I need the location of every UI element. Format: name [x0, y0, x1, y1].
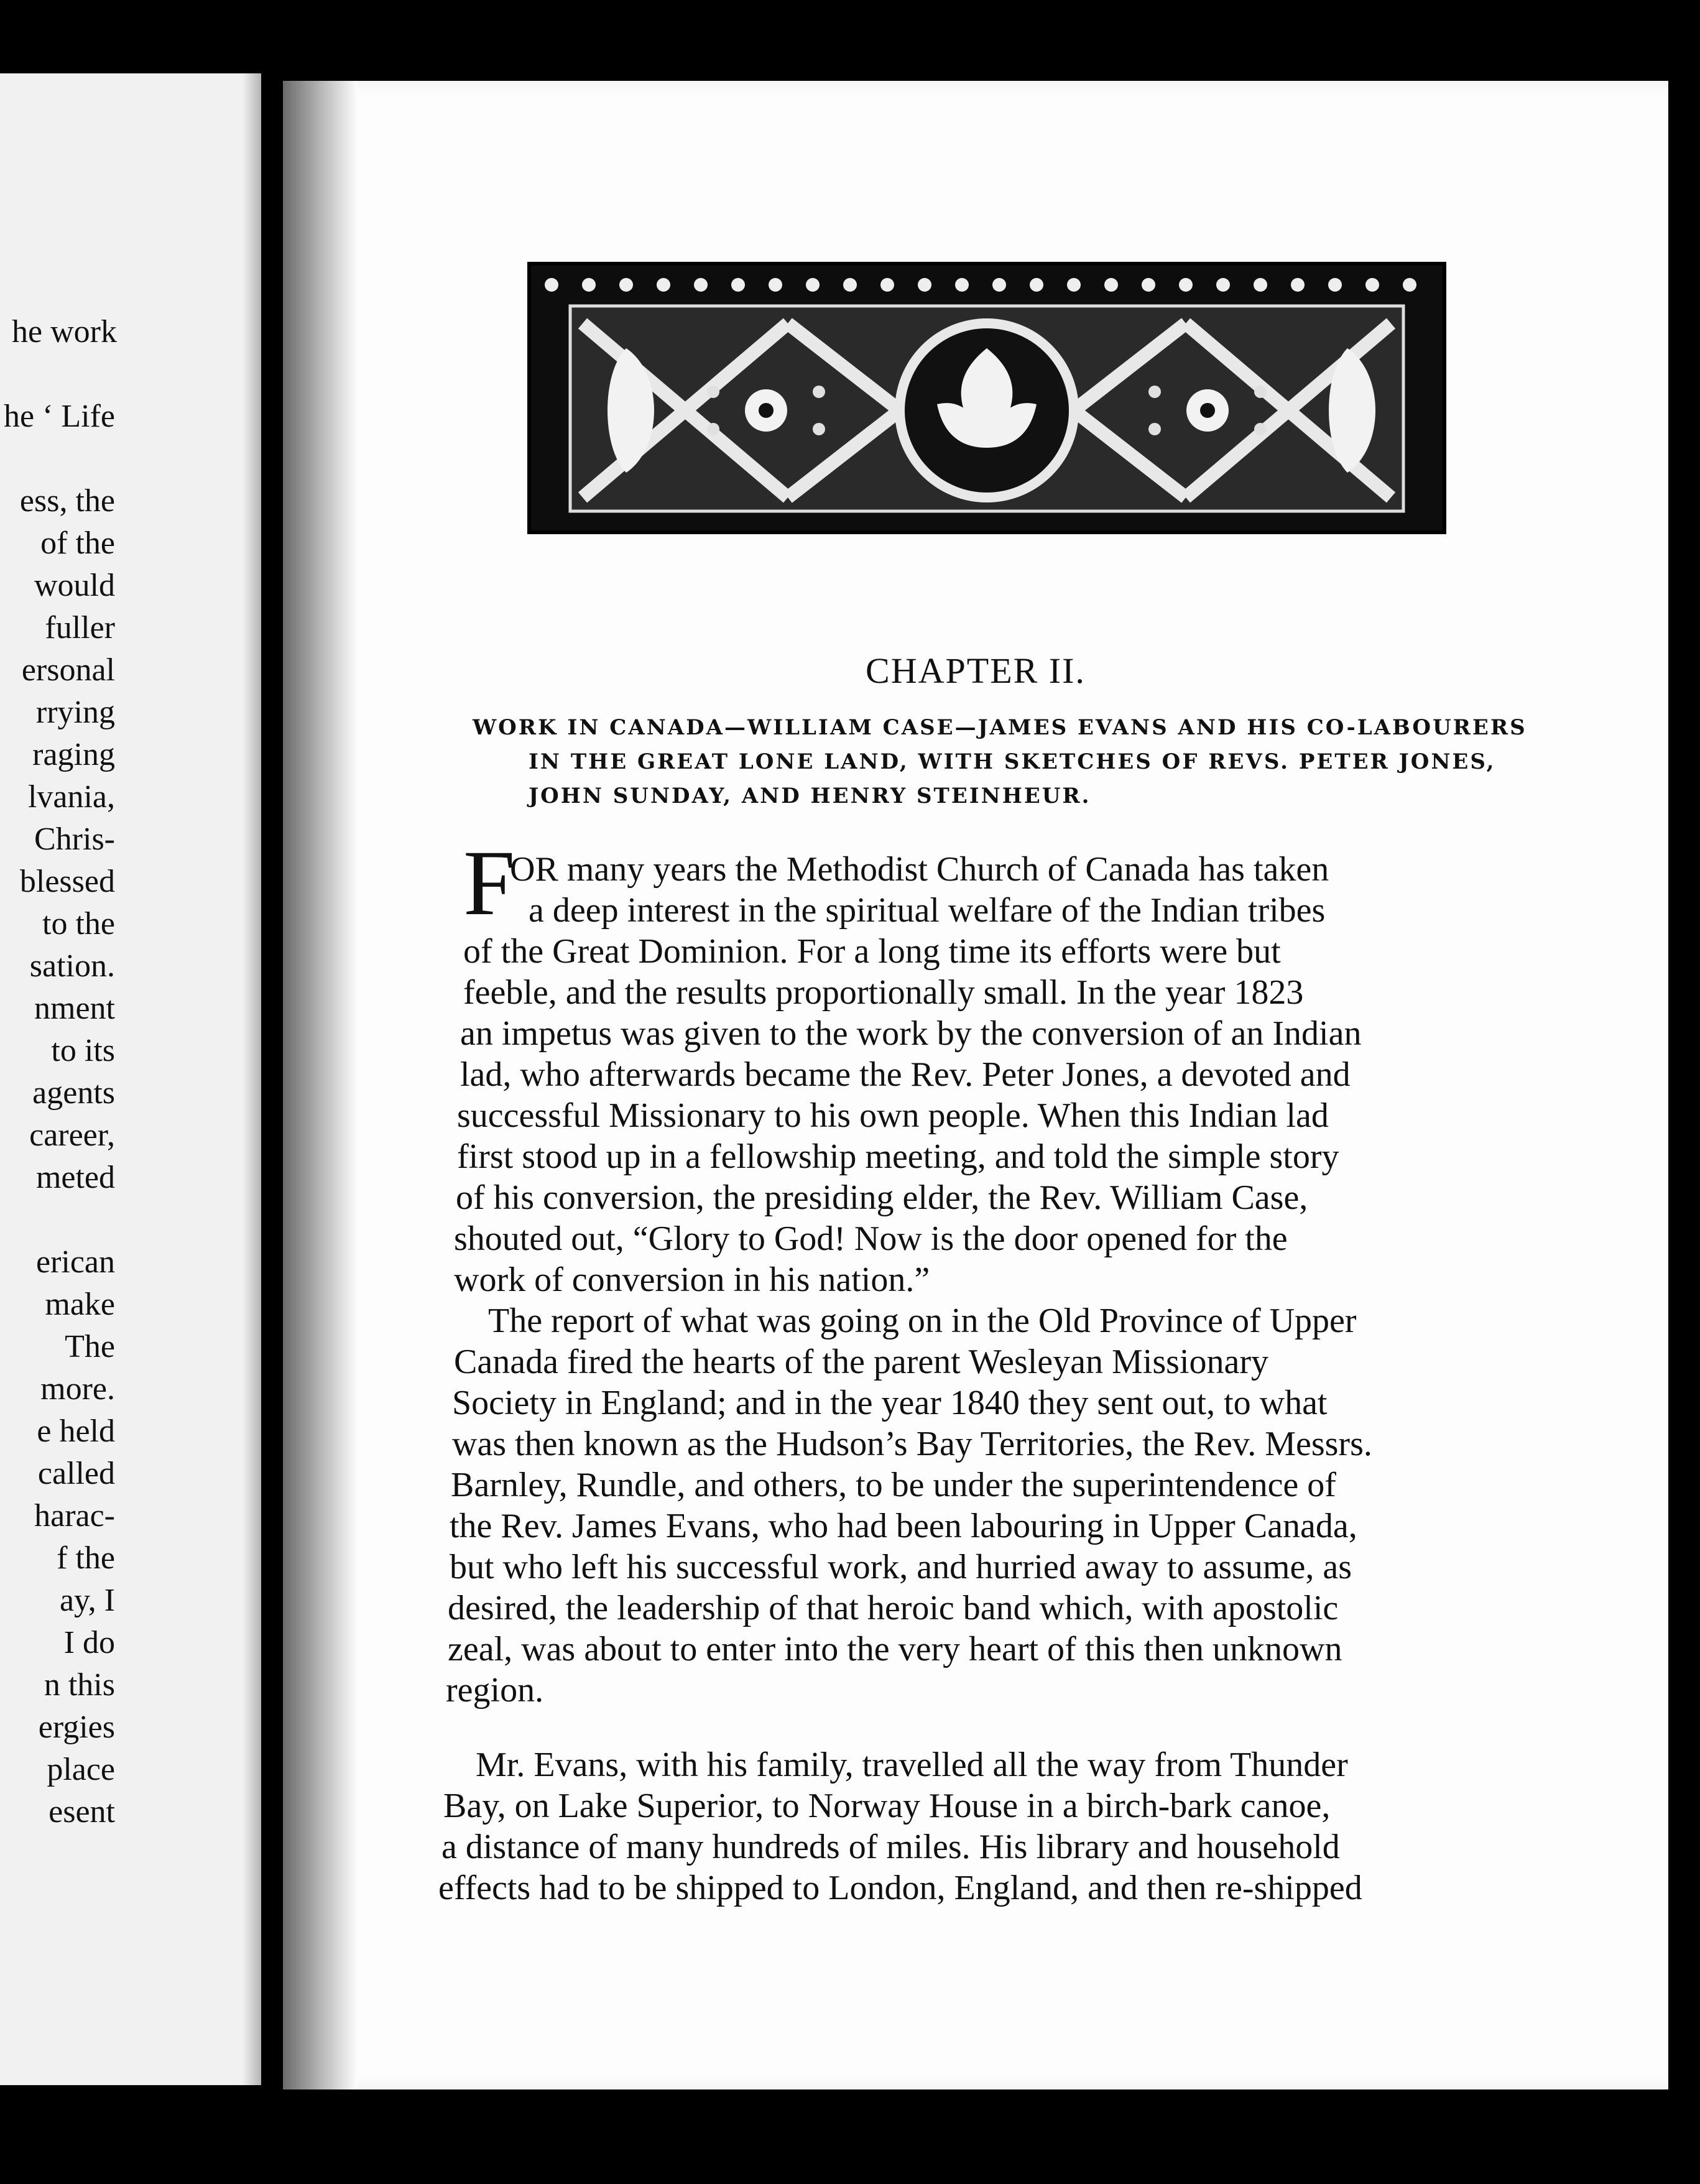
left-line: career, — [29, 1117, 115, 1153]
left-line: blessed — [19, 864, 115, 899]
left-line: The — [65, 1329, 115, 1364]
left-line: I do — [63, 1625, 115, 1660]
left-line: f the — [57, 1540, 115, 1576]
body-line: the Rev. James Evans, who had been labouring in Upper Canada, — [450, 1507, 1357, 1545]
left-line: Chris- — [34, 821, 115, 857]
left-line: would — [34, 568, 115, 603]
body-line: effects had to be shipped to London, England, and then re-shipped — [438, 1869, 1362, 1907]
body-line: Mr. Evans, with his family, travelled all the way from Thunder — [476, 1746, 1348, 1784]
body-line: but who left his successful work, and hurried away to assume, as — [450, 1548, 1352, 1586]
left-line: agents — [32, 1075, 115, 1111]
body-line: shouted out, “Glory to God! Now is the door opened for the — [454, 1219, 1288, 1258]
body-line: OR many years the Methodist Church of Canada has taken — [510, 850, 1329, 889]
body-line: of his conversion, the presiding elder, the Rev. William Case, — [456, 1178, 1308, 1217]
left-line: raging — [32, 737, 115, 772]
body-line: Bay, on Lake Superior, to Norway House in a birch-bark canoe, — [443, 1787, 1331, 1825]
left-page — [0, 73, 261, 2085]
left-line: of the — [40, 525, 115, 561]
left-line: nment — [34, 991, 115, 1026]
body-line: work of conversion in his nation.” — [454, 1261, 930, 1299]
left-line: more. — [40, 1371, 115, 1407]
body-line: lad, who afterwards became the Rev. Peter Jones, a devoted and — [460, 1055, 1351, 1094]
chapter-summary-line: IN THE GREAT LONE LAND, WITH SKETCHES OF REVS. PETER JONES, — [529, 749, 1496, 774]
left-line: esent — [49, 1794, 115, 1830]
left-line: rrying — [35, 695, 115, 730]
body-line: region. — [446, 1671, 544, 1710]
left-line: meted — [35, 1160, 115, 1195]
left-line: lvania, — [27, 779, 115, 815]
left-line: ergies — [38, 1710, 115, 1745]
left-line: erican — [35, 1244, 115, 1280]
body-line: Society in England; and in the year 1840 they sent out, to what — [452, 1384, 1328, 1422]
right-page — [283, 81, 1668, 2089]
left-line: ess, the — [19, 483, 115, 519]
left-line: he ‘ Life — [3, 399, 115, 434]
left-line: he work — [12, 314, 117, 349]
binding-shadow — [283, 81, 358, 2089]
left-line: place — [47, 1752, 115, 1787]
chapter-summary-line: WORK IN CANADA—WILLIAM CASE—JAMES EVANS AND HIS CO-LABOURERS — [473, 715, 1527, 740]
body-line: first stood up in a fellowship meeting, and told the simple story — [457, 1137, 1339, 1176]
left-line: to its — [51, 1033, 115, 1068]
left-line: fuller — [45, 610, 115, 645]
body-line: a distance of many hundreds of miles. His library and household — [441, 1828, 1340, 1866]
body-line: The report of what was going on in the Old Province of Upper — [488, 1302, 1357, 1340]
left-line: harac- — [34, 1498, 115, 1534]
left-line: n this — [44, 1667, 115, 1703]
body-line: of the Great Dominion. For a long time its efforts were but — [463, 932, 1281, 971]
body-line: desired, the leadership of that heroic band which, with apostolic — [448, 1589, 1339, 1627]
left-line: to the — [42, 906, 115, 942]
body-line: zeal, was about to enter into the very heart of this then unknown — [448, 1630, 1342, 1668]
left-line: ay, I — [59, 1583, 115, 1618]
left-line: e held — [37, 1414, 115, 1449]
left-line: make — [45, 1287, 115, 1322]
body-line: a deep interest in the spiritual welfare of the Indian tribes — [529, 891, 1326, 930]
body-line: Canada fired the hearts of the parent Wesleyan Missionary — [454, 1343, 1269, 1381]
body-line: feeble, and the results proportionally small. In the year 1823 — [463, 973, 1304, 1012]
left-line: ersonal — [21, 652, 115, 688]
body-line: Barnley, Rundle, and others, to be under the superintendence of — [451, 1466, 1336, 1504]
drop-cap: F — [463, 831, 515, 935]
left-line: called — [37, 1456, 115, 1491]
body-line: was then known as the Hudson’s Bay Territories, the Rev. Messrs. — [452, 1425, 1372, 1463]
chapter-title: CHAPTER II. — [866, 650, 1086, 691]
left-line: sation. — [29, 948, 115, 984]
body-line: successful Missionary to his own people. When this Indian lad — [457, 1096, 1329, 1135]
chapter-summary-line: JOHN SUNDAY, AND HENRY STEINHEUR. — [529, 784, 1091, 808]
ornamental-headpiece — [527, 261, 1447, 535]
body-line: an impetus was given to the work by the conversion of an Indian — [460, 1014, 1362, 1053]
page-edge — [1668, 81, 1700, 2089]
